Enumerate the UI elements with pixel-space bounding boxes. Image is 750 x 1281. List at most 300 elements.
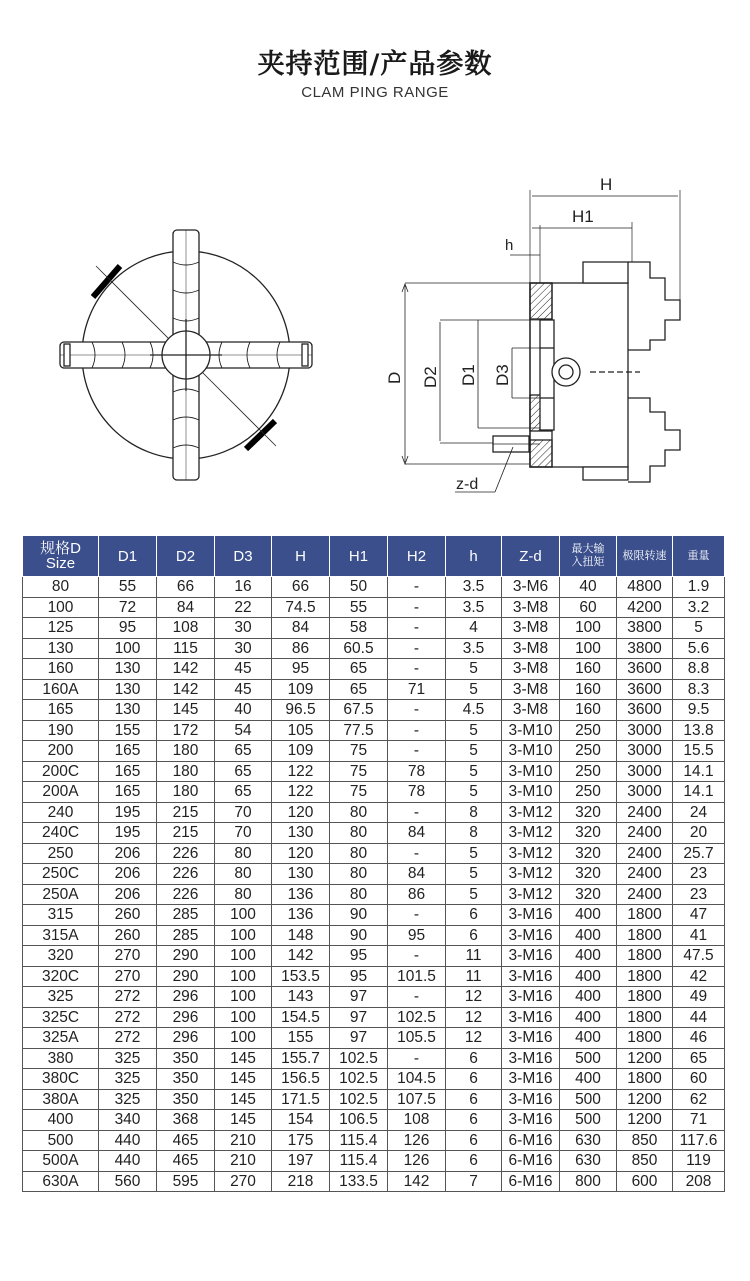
table-row bbox=[23, 946, 725, 967]
table-cell: 3-M12 bbox=[502, 884, 560, 905]
table-cell: 400 bbox=[560, 987, 617, 1008]
table-cell: 1800 bbox=[617, 966, 673, 987]
table-cell: 84 bbox=[388, 864, 446, 885]
table-cell: 42 bbox=[673, 966, 725, 987]
table-cell: 190 bbox=[23, 720, 99, 741]
table-cell: 3-M10 bbox=[502, 761, 560, 782]
table-cell: - bbox=[388, 659, 446, 680]
table-cell: 130 bbox=[272, 823, 330, 844]
table-cell: 290 bbox=[157, 946, 215, 967]
table-cell: 630A bbox=[23, 1171, 99, 1192]
table-cell: 5 bbox=[446, 864, 502, 885]
table-cell: 160 bbox=[560, 700, 617, 721]
table-cell: 122 bbox=[272, 782, 330, 803]
table-cell: 5.6 bbox=[673, 638, 725, 659]
table-cell: 15.5 bbox=[673, 741, 725, 762]
table-cell: 6 bbox=[446, 925, 502, 946]
table-cell: - bbox=[388, 638, 446, 659]
table-row bbox=[23, 679, 725, 700]
table-cell: 3-M6 bbox=[502, 577, 560, 598]
table-cell: 100 bbox=[215, 946, 272, 967]
table-cell: 126 bbox=[388, 1130, 446, 1151]
table-cell: 320 bbox=[560, 884, 617, 905]
table-cell: 75 bbox=[330, 782, 388, 803]
table-cell: 142 bbox=[272, 946, 330, 967]
table-cell: 180 bbox=[157, 741, 215, 762]
table-cell: 136 bbox=[272, 884, 330, 905]
label-zd: z-d bbox=[456, 476, 479, 493]
table-cell: 95 bbox=[388, 925, 446, 946]
column-header: H2 bbox=[388, 536, 446, 577]
table-cell: 80 bbox=[330, 802, 388, 823]
table-cell: 1800 bbox=[617, 946, 673, 967]
table-cell: 3.5 bbox=[446, 638, 502, 659]
table-cell: 3-M16 bbox=[502, 925, 560, 946]
table-cell: 240C bbox=[23, 823, 99, 844]
table-cell: 84 bbox=[388, 823, 446, 844]
table-cell: 125 bbox=[23, 618, 99, 639]
table-cell: 25.7 bbox=[673, 843, 725, 864]
table-cell: 3000 bbox=[617, 761, 673, 782]
table-cell: 500 bbox=[23, 1130, 99, 1151]
table-cell: 90 bbox=[330, 925, 388, 946]
table-cell: 315 bbox=[23, 905, 99, 926]
table-row bbox=[23, 659, 725, 680]
table-cell: 95 bbox=[330, 966, 388, 987]
table-cell: 3-M16 bbox=[502, 966, 560, 987]
table-cell: 100 bbox=[215, 987, 272, 1008]
table-cell: 80 bbox=[330, 884, 388, 905]
table-row bbox=[23, 1130, 725, 1151]
table-cell: 195 bbox=[99, 802, 157, 823]
table-cell: 80 bbox=[215, 843, 272, 864]
table-cell: 154 bbox=[272, 1110, 330, 1131]
table-cell: - bbox=[388, 1048, 446, 1069]
table-cell: 136 bbox=[272, 905, 330, 926]
table-row bbox=[23, 761, 725, 782]
table-cell: 102.5 bbox=[388, 1007, 446, 1028]
table-row bbox=[23, 1028, 725, 1049]
table-cell: 3-M16 bbox=[502, 1028, 560, 1049]
table-cell: 80 bbox=[330, 823, 388, 844]
table-cell: 145 bbox=[215, 1110, 272, 1131]
table-row bbox=[23, 905, 725, 926]
table-cell: 325 bbox=[99, 1069, 157, 1090]
table-cell: 156.5 bbox=[272, 1069, 330, 1090]
table-cell: 595 bbox=[157, 1171, 215, 1192]
table-cell: 130 bbox=[23, 638, 99, 659]
table-cell: 67.5 bbox=[330, 700, 388, 721]
table-cell: 154.5 bbox=[272, 1007, 330, 1028]
table-cell: 210 bbox=[215, 1130, 272, 1151]
table-cell: 250 bbox=[560, 720, 617, 741]
table-cell: 78 bbox=[388, 761, 446, 782]
table-cell: 30 bbox=[215, 638, 272, 659]
table-cell: 215 bbox=[157, 802, 215, 823]
table-cell: 145 bbox=[157, 700, 215, 721]
table-cell: 272 bbox=[99, 1007, 157, 1028]
table-cell: 1200 bbox=[617, 1048, 673, 1069]
table-cell: 130 bbox=[99, 700, 157, 721]
table-cell: 325 bbox=[23, 987, 99, 1008]
table-cell: 1800 bbox=[617, 987, 673, 1008]
table-cell: 65 bbox=[673, 1048, 725, 1069]
front-view bbox=[60, 230, 312, 480]
table-cell: 104.5 bbox=[388, 1069, 446, 1090]
table-row bbox=[23, 864, 725, 885]
table-cell: 86 bbox=[388, 884, 446, 905]
table-cell: 122 bbox=[272, 761, 330, 782]
table-cell: 3-M10 bbox=[502, 741, 560, 762]
table-cell: 250A bbox=[23, 884, 99, 905]
table-cell: 100 bbox=[215, 1028, 272, 1049]
table-cell: 500 bbox=[560, 1110, 617, 1131]
table-cell: 218 bbox=[272, 1171, 330, 1192]
table-cell: 50 bbox=[330, 577, 388, 598]
table-cell: 12 bbox=[446, 987, 502, 1008]
table-cell: 400 bbox=[560, 925, 617, 946]
table-cell: 71 bbox=[388, 679, 446, 700]
table-cell: 11 bbox=[446, 946, 502, 967]
table-cell: 195 bbox=[99, 823, 157, 844]
table-cell: 80 bbox=[215, 864, 272, 885]
table-cell: 3600 bbox=[617, 659, 673, 680]
table-cell: 6 bbox=[446, 1151, 502, 1172]
table-cell: 54 bbox=[215, 720, 272, 741]
table-cell: 102.5 bbox=[330, 1048, 388, 1069]
table-cell: 117.6 bbox=[673, 1130, 725, 1151]
table-cell: 500 bbox=[560, 1089, 617, 1110]
table-cell: 130 bbox=[99, 659, 157, 680]
table-cell: 45 bbox=[215, 659, 272, 680]
table-cell: 145 bbox=[215, 1048, 272, 1069]
table-cell: 142 bbox=[157, 659, 215, 680]
table-cell: 126 bbox=[388, 1151, 446, 1172]
table-cell: 206 bbox=[99, 864, 157, 885]
table-cell: 165 bbox=[99, 782, 157, 803]
label-D: D bbox=[385, 371, 404, 384]
table-cell: 800 bbox=[560, 1171, 617, 1192]
table-cell: 130 bbox=[99, 679, 157, 700]
table-cell: 86 bbox=[272, 638, 330, 659]
table-cell: 8.3 bbox=[673, 679, 725, 700]
table-cell: 102.5 bbox=[330, 1069, 388, 1090]
table-row bbox=[23, 1048, 725, 1069]
table-cell: 5 bbox=[446, 741, 502, 762]
table-cell: - bbox=[388, 700, 446, 721]
table-cell: 100 bbox=[215, 966, 272, 987]
column-header: Z-d bbox=[502, 536, 560, 577]
table-cell: 200C bbox=[23, 761, 99, 782]
table-cell: 226 bbox=[157, 884, 215, 905]
table-row bbox=[23, 1171, 725, 1192]
table-cell: - bbox=[388, 905, 446, 926]
table-cell: 8 bbox=[446, 823, 502, 844]
technical-drawing bbox=[0, 150, 750, 520]
table-cell: 180 bbox=[157, 782, 215, 803]
table-cell: 3800 bbox=[617, 638, 673, 659]
table-cell: 5 bbox=[446, 843, 502, 864]
table-cell: 9.5 bbox=[673, 700, 725, 721]
table-cell: 3-M16 bbox=[502, 1069, 560, 1090]
table-cell: 153.5 bbox=[272, 966, 330, 987]
table-cell: 84 bbox=[157, 597, 215, 618]
table-cell: 320 bbox=[560, 864, 617, 885]
table-cell: 115.4 bbox=[330, 1130, 388, 1151]
table-cell: 465 bbox=[157, 1151, 215, 1172]
table-cell: 315A bbox=[23, 925, 99, 946]
table-cell: 6-M16 bbox=[502, 1151, 560, 1172]
table-cell: 5 bbox=[446, 720, 502, 741]
table-cell: 65 bbox=[330, 659, 388, 680]
table-cell: 250 bbox=[560, 782, 617, 803]
table-row bbox=[23, 638, 725, 659]
table-cell: 155.7 bbox=[272, 1048, 330, 1069]
table-cell: 95 bbox=[272, 659, 330, 680]
table-cell: 400 bbox=[560, 1007, 617, 1028]
table-cell: 108 bbox=[157, 618, 215, 639]
page-title: 夹持范围/产品参数 bbox=[257, 49, 493, 80]
table-cell: 1800 bbox=[617, 1028, 673, 1049]
column-header: 规格D Size bbox=[23, 536, 99, 577]
table-cell: 6-M16 bbox=[502, 1130, 560, 1151]
table-cell: 500A bbox=[23, 1151, 99, 1172]
table-cell: 285 bbox=[157, 925, 215, 946]
table-cell: 465 bbox=[157, 1130, 215, 1151]
table-cell: 3800 bbox=[617, 618, 673, 639]
table-cell: 120 bbox=[272, 802, 330, 823]
table-cell: 200A bbox=[23, 782, 99, 803]
table-row bbox=[23, 987, 725, 1008]
table-cell: 80 bbox=[330, 864, 388, 885]
table-cell: 65 bbox=[215, 761, 272, 782]
table-cell: 197 bbox=[272, 1151, 330, 1172]
table-cell: 1200 bbox=[617, 1089, 673, 1110]
table-cell: 180 bbox=[157, 761, 215, 782]
table-cell: 320C bbox=[23, 966, 99, 987]
table-row bbox=[23, 597, 725, 618]
label-D2: D2 bbox=[421, 366, 440, 388]
table-cell: - bbox=[388, 741, 446, 762]
table-cell: 155 bbox=[272, 1028, 330, 1049]
table-cell: 100 bbox=[99, 638, 157, 659]
table-cell: 1.9 bbox=[673, 577, 725, 598]
table-cell: 250 bbox=[560, 741, 617, 762]
table-cell: 100 bbox=[560, 618, 617, 639]
table-cell: 350 bbox=[157, 1069, 215, 1090]
table-cell: 3-M12 bbox=[502, 823, 560, 844]
table-cell: 78 bbox=[388, 782, 446, 803]
table-cell: 320 bbox=[560, 802, 617, 823]
table-cell: 3000 bbox=[617, 741, 673, 762]
table-cell: 1800 bbox=[617, 1007, 673, 1028]
table-cell: 100 bbox=[215, 1007, 272, 1028]
table-cell: 40 bbox=[560, 577, 617, 598]
table-cell: 109 bbox=[272, 741, 330, 762]
table-cell: 3.2 bbox=[673, 597, 725, 618]
table-cell: 4.5 bbox=[446, 700, 502, 721]
table-cell: 101.5 bbox=[388, 966, 446, 987]
table-cell: 41 bbox=[673, 925, 725, 946]
label-H1: H1 bbox=[572, 207, 594, 226]
table-cell: 250C bbox=[23, 864, 99, 885]
table-cell: 400 bbox=[560, 966, 617, 987]
table-cell: 296 bbox=[157, 987, 215, 1008]
table-cell: 75 bbox=[330, 761, 388, 782]
table-cell: 1800 bbox=[617, 905, 673, 926]
table-cell: 14.1 bbox=[673, 761, 725, 782]
table-row bbox=[23, 843, 725, 864]
table-cell: 6 bbox=[446, 1130, 502, 1151]
column-header: h bbox=[446, 536, 502, 577]
table-cell: 133.5 bbox=[330, 1171, 388, 1192]
table-cell: - bbox=[388, 802, 446, 823]
table-row bbox=[23, 1069, 725, 1090]
table-cell: 106.5 bbox=[330, 1110, 388, 1131]
table-cell: 3.5 bbox=[446, 577, 502, 598]
table-row bbox=[23, 618, 725, 639]
table-cell: - bbox=[388, 946, 446, 967]
table-cell: 210 bbox=[215, 1151, 272, 1172]
table-cell: 102.5 bbox=[330, 1089, 388, 1110]
table-cell: 16 bbox=[215, 577, 272, 598]
table-cell: 8 bbox=[446, 802, 502, 823]
table-row bbox=[23, 802, 725, 823]
table-cell: - bbox=[388, 577, 446, 598]
table-cell: 400 bbox=[560, 905, 617, 926]
table-cell: 47 bbox=[673, 905, 725, 926]
column-header: D1 bbox=[99, 536, 157, 577]
table-cell: 5 bbox=[446, 761, 502, 782]
table-cell: 22 bbox=[215, 597, 272, 618]
table-cell: 44 bbox=[673, 1007, 725, 1028]
table-cell: 5 bbox=[446, 659, 502, 680]
table-cell: 3-M8 bbox=[502, 679, 560, 700]
table-cell: 75 bbox=[330, 741, 388, 762]
table-cell: 3-M8 bbox=[502, 618, 560, 639]
table-cell: 3-M16 bbox=[502, 905, 560, 926]
table-cell: 3000 bbox=[617, 720, 673, 741]
table-cell: 119 bbox=[673, 1151, 725, 1172]
table-cell: 5 bbox=[446, 679, 502, 700]
table-cell: 3-M16 bbox=[502, 1089, 560, 1110]
table-cell: 250 bbox=[23, 843, 99, 864]
table-cell: 6 bbox=[446, 905, 502, 926]
table-cell: 100 bbox=[215, 925, 272, 946]
table-cell: 70 bbox=[215, 823, 272, 844]
page-subtitle: CLAM PING RANGE bbox=[301, 84, 449, 101]
column-header: H bbox=[272, 536, 330, 577]
table-cell: 3-M16 bbox=[502, 987, 560, 1008]
column-header: 最大输 入扭矩 bbox=[560, 536, 617, 577]
table-cell: 62 bbox=[673, 1089, 725, 1110]
column-header: 极限转速 bbox=[617, 536, 673, 577]
table-cell: 215 bbox=[157, 823, 215, 844]
table-cell: 3-M12 bbox=[502, 802, 560, 823]
table-cell: 6 bbox=[446, 1069, 502, 1090]
table-cell: 3-M8 bbox=[502, 597, 560, 618]
table-cell: 3-M12 bbox=[502, 843, 560, 864]
table-cell: 226 bbox=[157, 843, 215, 864]
table-cell: 6 bbox=[446, 1089, 502, 1110]
table-cell: 7 bbox=[446, 1171, 502, 1192]
table-cell: 109 bbox=[272, 679, 330, 700]
table-cell: 96.5 bbox=[272, 700, 330, 721]
table-row bbox=[23, 577, 725, 598]
table-cell: 60.5 bbox=[330, 638, 388, 659]
table-cell: 850 bbox=[617, 1151, 673, 1172]
table-cell: 630 bbox=[560, 1151, 617, 1172]
table-cell: - bbox=[388, 987, 446, 1008]
table-cell: 171.5 bbox=[272, 1089, 330, 1110]
table-cell: 3-M12 bbox=[502, 864, 560, 885]
table-cell: 368 bbox=[157, 1110, 215, 1131]
table-cell: 12 bbox=[446, 1028, 502, 1049]
table-cell: 3-M8 bbox=[502, 700, 560, 721]
table-cell: 325 bbox=[99, 1048, 157, 1069]
table-row bbox=[23, 823, 725, 844]
table-cell: 3-M8 bbox=[502, 638, 560, 659]
table-cell: 155 bbox=[99, 720, 157, 741]
table-cell: 175 bbox=[272, 1130, 330, 1151]
table-cell: 66 bbox=[157, 577, 215, 598]
table-cell: 95 bbox=[330, 946, 388, 967]
table-cell: 325C bbox=[23, 1007, 99, 1028]
table-cell: 14.1 bbox=[673, 782, 725, 803]
table-cell: 60 bbox=[560, 597, 617, 618]
table-cell: 115 bbox=[157, 638, 215, 659]
table-cell: 350 bbox=[157, 1089, 215, 1110]
table-cell: 380A bbox=[23, 1089, 99, 1110]
table-cell: 65 bbox=[330, 679, 388, 700]
table-cell: 226 bbox=[157, 864, 215, 885]
table-cell: 1200 bbox=[617, 1110, 673, 1131]
table-cell: 145 bbox=[215, 1089, 272, 1110]
table-cell: 260 bbox=[99, 905, 157, 926]
table-cell: 400 bbox=[560, 946, 617, 967]
table-cell: 100 bbox=[23, 597, 99, 618]
table-cell: 296 bbox=[157, 1028, 215, 1049]
table-cell: 260 bbox=[99, 925, 157, 946]
table-header-row bbox=[23, 536, 725, 577]
table-cell: 60 bbox=[673, 1069, 725, 1090]
label-h: h bbox=[505, 237, 514, 254]
table-cell: 97 bbox=[330, 1028, 388, 1049]
table-cell: 148 bbox=[272, 925, 330, 946]
table-row bbox=[23, 741, 725, 762]
table-cell: 6 bbox=[446, 1048, 502, 1069]
table-cell: 500 bbox=[560, 1048, 617, 1069]
table-cell: 74.5 bbox=[272, 597, 330, 618]
table-cell: 2400 bbox=[617, 802, 673, 823]
table-cell: 850 bbox=[617, 1130, 673, 1151]
table-cell: - bbox=[388, 843, 446, 864]
table-cell: 240 bbox=[23, 802, 99, 823]
column-header: H1 bbox=[330, 536, 388, 577]
table-cell: 380C bbox=[23, 1069, 99, 1090]
table-cell: 80 bbox=[23, 577, 99, 598]
table-cell: - bbox=[388, 618, 446, 639]
table-cell: 108 bbox=[388, 1110, 446, 1131]
table-row bbox=[23, 700, 725, 721]
table-cell: 55 bbox=[99, 577, 157, 598]
table-cell: 65 bbox=[215, 741, 272, 762]
table-cell: 2400 bbox=[617, 823, 673, 844]
table-cell: 320 bbox=[23, 946, 99, 967]
table-cell: 80 bbox=[215, 884, 272, 905]
table-cell: 172 bbox=[157, 720, 215, 741]
table-cell: 200 bbox=[23, 741, 99, 762]
